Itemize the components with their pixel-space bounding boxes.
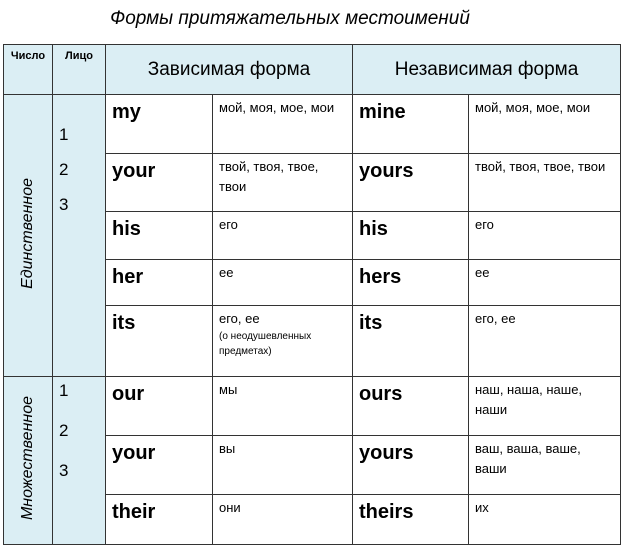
dependent-translation-cell	[213, 306, 353, 377]
person-number: 3	[59, 195, 69, 214]
dependent-translation: мы	[213, 377, 353, 436]
dependent-pronoun: its	[106, 306, 213, 377]
dependent-translation: мой, моя, мое, мои	[213, 95, 353, 154]
dependent-translation-note: (о неодушевленных предметах)	[219, 330, 312, 357]
independent-translation: ее	[469, 260, 621, 306]
pronoun-table	[3, 44, 621, 545]
header-dependent-form: Зависимая форма	[106, 45, 353, 95]
person-number: 1	[59, 381, 69, 400]
dependent-pronoun: her	[106, 260, 213, 306]
header-person: Лицо	[53, 45, 106, 95]
independent-translation: их	[469, 495, 621, 545]
dependent-pronoun: my	[106, 95, 213, 154]
dependent-pronoun: his	[106, 212, 213, 260]
persons-plural	[53, 377, 106, 545]
independent-pronoun: his	[353, 212, 469, 260]
person-number: 2	[59, 160, 69, 179]
independent-pronoun: theirs	[353, 495, 469, 545]
independent-pronoun: its	[353, 306, 469, 377]
header-independent-form: Независимая форма	[353, 45, 621, 95]
independent-pronoun: hers	[353, 260, 469, 306]
independent-translation: мой, моя, мое, мои	[469, 95, 621, 154]
dependent-pronoun: our	[106, 377, 213, 436]
dependent-pronoun: their	[106, 495, 213, 545]
independent-pronoun: mine	[353, 95, 469, 154]
person-number: 3	[59, 461, 69, 480]
group-singular	[4, 95, 53, 377]
dependent-translation: твой, твоя, твое, твои	[213, 154, 353, 212]
independent-translation: твой, твоя, твое, твои	[469, 154, 621, 212]
person-number: 1	[59, 125, 69, 144]
dependent-translation: ее	[213, 260, 353, 306]
table-row	[4, 95, 621, 154]
dependent-translation: его, ее	[219, 311, 260, 326]
independent-pronoun: yours	[353, 436, 469, 495]
independent-translation: ваш, ваша, ваше, ваши	[469, 436, 621, 495]
dependent-translation: его	[213, 212, 353, 260]
dependent-translation: они	[213, 495, 353, 545]
header-number: Число	[4, 45, 53, 95]
independent-translation: наш, наша, наше, наши	[469, 377, 621, 436]
group-label-plural: Множественное	[19, 395, 36, 521]
group-label-singular: Единственное	[19, 177, 36, 289]
independent-pronoun: yours	[353, 154, 469, 212]
table-row	[4, 377, 621, 436]
independent-pronoun: ours	[353, 377, 469, 436]
person-number: 2	[59, 421, 69, 440]
page-title: Формы притяжательных местоимений	[110, 8, 470, 29]
dependent-pronoun: your	[106, 436, 213, 495]
dependent-translation: вы	[213, 436, 353, 495]
dependent-pronoun: your	[106, 154, 213, 212]
group-plural	[4, 377, 53, 545]
independent-translation: его	[469, 212, 621, 260]
independent-translation: его, ее	[469, 306, 621, 377]
persons-singular	[53, 95, 106, 377]
